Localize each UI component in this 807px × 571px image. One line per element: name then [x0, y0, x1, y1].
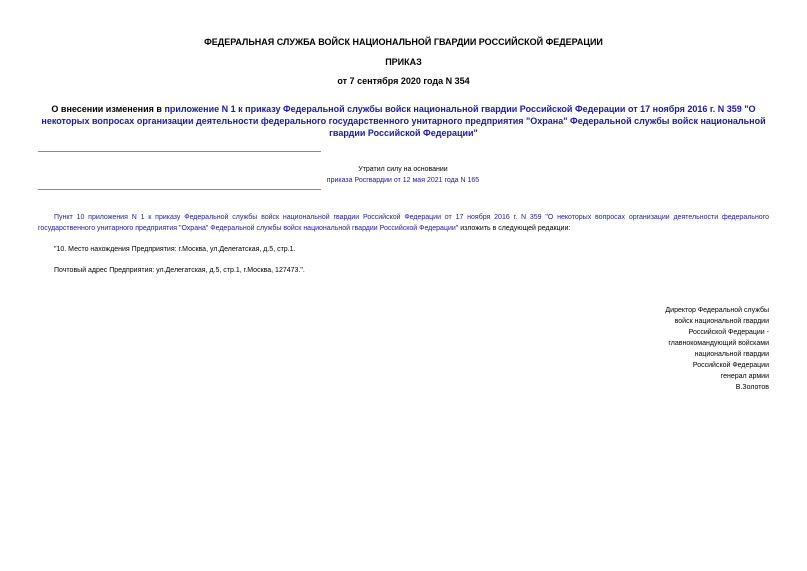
signature-line: национальной гвардии — [694, 351, 769, 358]
status-note-link[interactable]: приказа Росгвардии от 12 мая 2021 года N 165 — [326, 177, 480, 184]
signature-block — [619, 305, 769, 393]
status-note-link-wrap — [321, 175, 485, 186]
signature-line: главнокомандующий войсками — [668, 340, 769, 347]
body-paragraph-1 — [38, 212, 769, 234]
status-note-text: Утратил силу на основании — [358, 166, 448, 173]
signature-line: В.Золотов — [735, 384, 769, 391]
divider-top — [38, 151, 321, 152]
subject-prefix: О внесении изменения в — [51, 104, 165, 114]
amended-order-link[interactable]: Пункт 10 приложения N 1 к приказу Федеральной службы войск национальной гвардии Российской Федерации от 17 ноября 2016 г. N 359 "О некоторых вопросах организации деятельности федерального государственного унитарного предприятия "Охрана" Федеральной службы войск национальной гвардии Российской Федерации" — [38, 214, 769, 232]
divider-bottom — [38, 189, 321, 190]
body-paragraph-3: Почтовый адрес Предприятия: ул.Делегатская, д.5, стр.1, г.Москва, 127473.". — [54, 267, 305, 274]
signature-line: генерал армии — [720, 373, 769, 380]
document-type-heading: ПРИКАЗ — [385, 57, 422, 67]
signature-line: Российской Федерации — [692, 362, 769, 369]
body-paragraph-2: "10. Место нахождения Предприятия: г.Москва, ул.Делегатская, д.5, стр.1. — [54, 246, 296, 253]
organization-heading: ФЕДЕРАЛЬНАЯ СЛУЖБА ВОЙСК НАЦИОНАЛЬНОЙ ГВАРДИИ РОССИЙСКОЙ ФЕДЕРАЦИИ — [204, 37, 603, 47]
document-date-number: от 7 сентября 2020 года N 354 — [337, 76, 470, 86]
signature-line: Директор Федеральной службы — [665, 307, 769, 314]
paragraph-1-tail: изложить в следующей редакции: — [458, 225, 571, 232]
subject-link[interactable]: приложение N 1 к приказу Федеральной службы войск национальной гвардии Российской Федерации от 17 ноября 2016 г. N 359 "О некоторых вопросах организации деятельности федерального государственного унитарного предприятия "Охрана" Федеральной службы войск национальной гвардии Российской Федерации" — [41, 104, 766, 138]
document-subject — [40, 103, 767, 139]
signature-line: Российской Федерации - — [688, 329, 769, 336]
signature-line: войск национальной гвардии — [674, 318, 769, 325]
